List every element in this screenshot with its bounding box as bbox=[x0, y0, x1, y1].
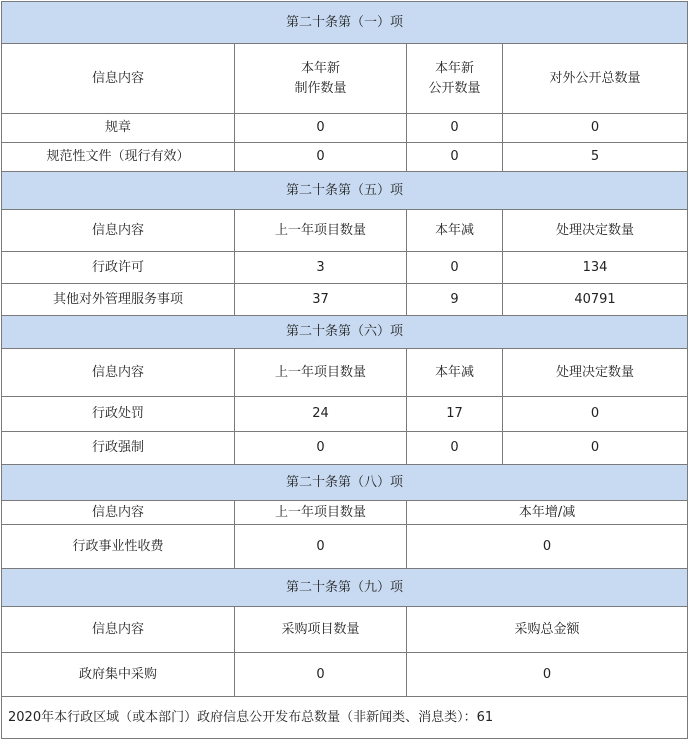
column-header: 信息内容 bbox=[2, 607, 235, 653]
table-cell: 40791 bbox=[503, 284, 688, 316]
column-header: 对外公开总数量 bbox=[503, 44, 688, 114]
column-header: 本年增/减 bbox=[407, 501, 688, 525]
table-cell: 规章 bbox=[2, 114, 235, 143]
table-row bbox=[2, 432, 688, 465]
table-cell: 0 bbox=[407, 143, 503, 172]
table-row bbox=[2, 525, 688, 569]
table-cell: 0 bbox=[235, 432, 407, 465]
column-header: 本年减 bbox=[407, 210, 503, 252]
table-cell: 行政许可 bbox=[2, 252, 235, 284]
table-cell: 0 bbox=[407, 653, 688, 697]
table-row bbox=[2, 143, 688, 172]
table-cell: 134 bbox=[503, 252, 688, 284]
column-header: 采购项目数量 bbox=[235, 607, 407, 653]
table-cell: 0 bbox=[503, 114, 688, 143]
table-cell: 9 bbox=[407, 284, 503, 316]
table-cell: 0 bbox=[235, 114, 407, 143]
column-header: 本年新 公开数量 bbox=[407, 44, 503, 114]
table-row bbox=[2, 284, 688, 316]
column-header: 采购总金额 bbox=[407, 607, 688, 653]
table-cell: 17 bbox=[407, 397, 503, 432]
column-header: 处理决定数量 bbox=[503, 349, 688, 397]
gov-info-disclosure-table bbox=[1, 1, 688, 739]
table-cell: 行政强制 bbox=[2, 432, 235, 465]
column-header: 上一年项目数量 bbox=[235, 501, 407, 525]
table-cell: 37 bbox=[235, 284, 407, 316]
table-cell: 0 bbox=[235, 143, 407, 172]
table-row bbox=[2, 397, 688, 432]
column-header: 本年减 bbox=[407, 349, 503, 397]
table-cell: 0 bbox=[235, 525, 407, 569]
column-header: 上一年项目数量 bbox=[235, 349, 407, 397]
table-cell: 行政事业性收费 bbox=[2, 525, 235, 569]
section-title: 第二十条第（六）项 bbox=[2, 316, 688, 349]
section-title: 第二十条第（五）项 bbox=[2, 172, 688, 210]
table-cell: 0 bbox=[503, 397, 688, 432]
table-cell: 行政处罚 bbox=[2, 397, 235, 432]
table-cell: 5 bbox=[503, 143, 688, 172]
table-row bbox=[2, 252, 688, 284]
column-header: 上一年项目数量 bbox=[235, 210, 407, 252]
table-cell: 0 bbox=[407, 432, 503, 465]
table-cell: 0 bbox=[407, 114, 503, 143]
column-header: 本年新 制作数量 bbox=[235, 44, 407, 114]
table-row bbox=[2, 114, 688, 143]
column-header: 信息内容 bbox=[2, 349, 235, 397]
table-cell: 0 bbox=[235, 653, 407, 697]
column-header: 信息内容 bbox=[2, 501, 235, 525]
table-cell: 其他对外管理服务事项 bbox=[2, 284, 235, 316]
column-header: 处理决定数量 bbox=[503, 210, 688, 252]
section-title: 第二十条第（一）项 bbox=[2, 2, 688, 44]
table-cell: 3 bbox=[235, 252, 407, 284]
section-title: 第二十条第（九）项 bbox=[2, 569, 688, 607]
total-published-summary: 2020年本行政区域（或本部门）政府信息公开发布总数量（非新闻类、消息类）：61 bbox=[2, 697, 688, 739]
table-cell: 0 bbox=[407, 252, 503, 284]
table-cell: 0 bbox=[407, 525, 688, 569]
section-title: 第二十条第（八）项 bbox=[2, 465, 688, 501]
column-header: 信息内容 bbox=[2, 210, 235, 252]
table-cell: 规范性文件（现行有效） bbox=[2, 143, 235, 172]
table-cell: 0 bbox=[503, 432, 688, 465]
table-cell: 政府集中采购 bbox=[2, 653, 235, 697]
table-cell: 24 bbox=[235, 397, 407, 432]
column-header: 信息内容 bbox=[2, 44, 235, 114]
table-row bbox=[2, 653, 688, 697]
